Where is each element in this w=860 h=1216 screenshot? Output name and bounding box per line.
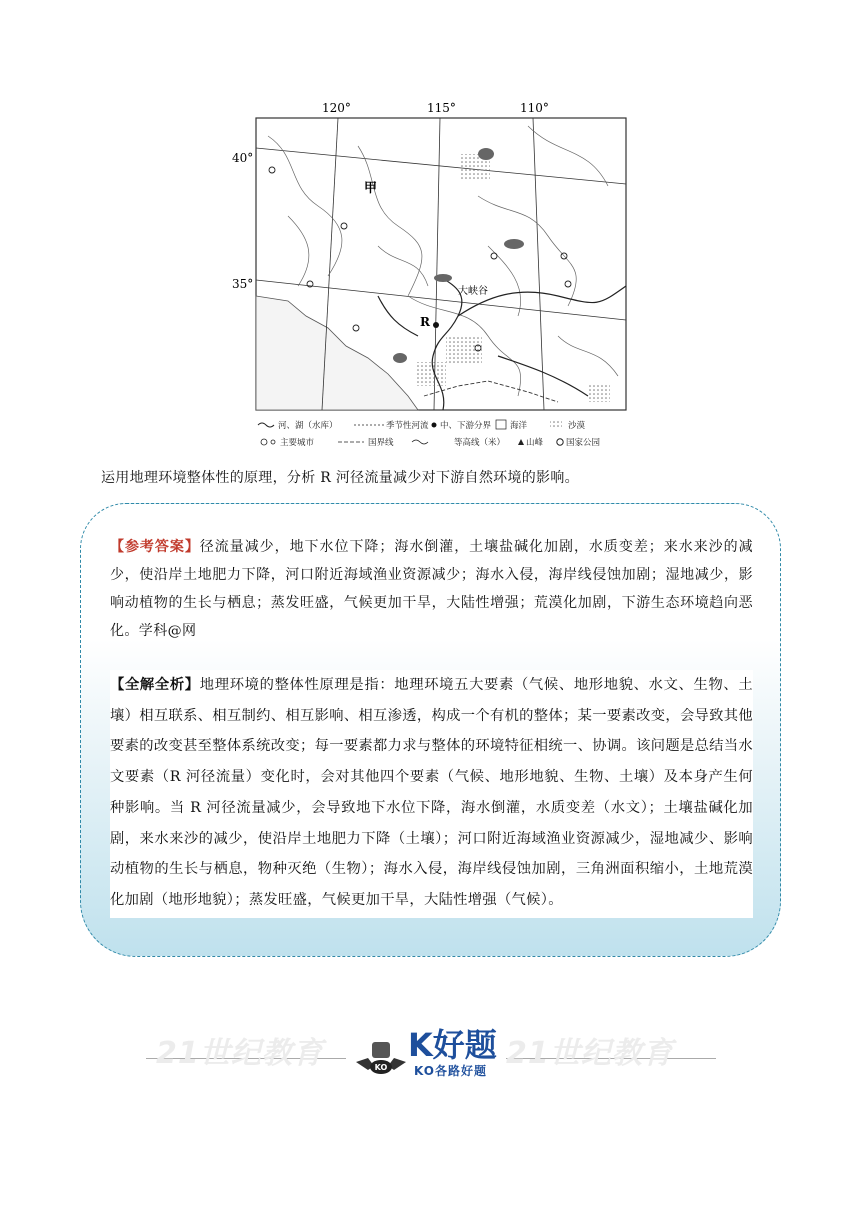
legend-river-icon	[258, 423, 274, 427]
legend-divide-icon	[432, 423, 437, 428]
map-figure	[228, 96, 632, 449]
full-analysis-body: 地理环境的整体性原理是指：地理环境五大要素（气候、地形地貌、水文、生物、土壤）相互联系、相互制约、相互影响、相互渗透，构成一个有机的整体；某一要素改变，会导致其他要素的改变甚至整体系统改变；每一要素都力求与整体的环境特征相统一、协调。该问题是总结当水文要素（R 河径流量）变化时，会对其他四个要素（气候、地形地貌、生物、土壤）及本身产生何种影响。当 R 河径流量减少，会导致地下水位下降，海水倒灌，水质变差（水文）；土壤盐碱化加剧，来水来沙的减少，使沿岸土地肥力下降（土壤）；河口附近海域渔业资源减少，湿地减少、影响动植物的生长与栖息，物种灭绝（生物）；海水入侵，海岸线侵蚀加剧，三角洲面积缩小，土地荒漠化加剧（地形地貌）；蒸发旺盛，气候更加干旱，大陆性增强（气候）。	[110, 677, 753, 908]
reference-answer-body: 径流量减少，地下水位下降；海水倒灌，土壤盐碱化加剧，水质变差；来水来沙的减少，使沿岸土地肥力下降，河口附近海域渔业资源减少；海水入侵，海岸线侵蚀加剧；湿地减少，影响动植物的生长与栖息；蒸发旺盛，气候更加干旱，大陆性增强；荒漠化加剧，下游生态环境趋向恶化。学科@网	[110, 539, 753, 639]
legend-city-icon-small	[271, 440, 275, 444]
point-r-label: R	[420, 315, 430, 329]
reference-answer	[110, 533, 753, 645]
legend-park-icon	[557, 439, 563, 445]
lon-label-115: 115°	[427, 101, 456, 115]
region-label: 甲	[364, 181, 378, 196]
legend-desert-icon	[550, 420, 562, 429]
question-text: 运用地理环境整体性的原理，分析 R 河径流量减少对下游自然环境的影响。	[101, 470, 579, 486]
legend-city-icon	[261, 439, 267, 445]
legend-ocean-icon	[496, 420, 506, 429]
reference-answer-label: 【参考答案】	[110, 539, 200, 555]
lon-label-110: 110°	[520, 101, 549, 115]
point-r-marker	[433, 322, 439, 328]
legend-park: 国家公园	[566, 438, 601, 448]
watermark-left: 21世纪教育	[156, 1036, 324, 1071]
lon-label-120: 120°	[322, 101, 351, 115]
svg-text:KO: KO	[374, 1063, 388, 1072]
legend-peak-icon	[518, 439, 524, 445]
legend-seasonal: 季节性河流	[386, 421, 429, 431]
legend-city: 主要城市	[280, 438, 315, 448]
legend-border: 国界线	[368, 438, 394, 448]
full-analysis-label: 【全解全析】	[110, 677, 200, 693]
logo-main-text: K好题	[408, 1026, 497, 1064]
legend-ocean: 海洋	[510, 421, 528, 431]
legend-contour: 等高线（米）	[454, 438, 506, 448]
full-analysis	[110, 670, 753, 918]
logo-sub-text: KO各路好题	[414, 1064, 487, 1078]
ko-fist-icon	[354, 1040, 408, 1076]
map-legend	[258, 420, 601, 448]
lat-label-35: 35°	[232, 277, 254, 291]
footer-logo	[146, 1020, 716, 1090]
lat-label-40: 40°	[232, 151, 254, 165]
legend-contour-icon	[412, 440, 428, 444]
legend-peak: 山峰	[526, 438, 544, 448]
legend-divide: 中、下游分界	[440, 421, 492, 431]
canyon-label: 大峡谷	[458, 286, 488, 297]
map-svg	[228, 96, 632, 449]
legend-river: 河、湖（水库）	[278, 421, 338, 431]
legend-desert: 沙漠	[568, 421, 586, 431]
watermark-right: 21世纪教育	[506, 1036, 674, 1071]
